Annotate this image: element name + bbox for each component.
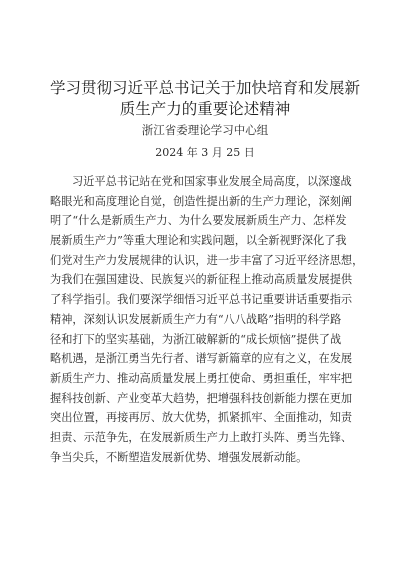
body-line: 展新质生产力”等重大理论和实践问题，以全新视野深化了我 [50, 234, 347, 248]
author-line: 浙江省委理论学习中心组 [141, 123, 269, 137]
body-line: 担责、示范争先，在发展新质生产力上敢打头阵、勇当先锋、 [50, 430, 353, 444]
body-line: 精神，深刻认识发展新质生产力有“八八战略”指明的科学路 [50, 312, 342, 326]
date-line: 2024 年 3 月 25 日 [155, 146, 255, 159]
body-line: 习近平总书记站在党和国家事业发展全局高度，以深邃战 [72, 175, 352, 188]
body-line: 突出位置，再接再厉、放大优势，抓紧抓牢、全面推动，知责 [50, 411, 353, 425]
body-line: 了科学指引。我们要深学细悟习近平总书记重要讲话重要指示 [50, 293, 353, 307]
body-line: 略眼光和高度理论自觉，创造性提出新的生产力理论，深刻阐 [50, 194, 353, 208]
body-line: 新质生产力、推动高质量发展上勇扛使命、勇担重任，牢牢把 [50, 371, 353, 385]
body-paragraph [50, 172, 366, 467]
body-line: 争当尖兵，不断塑造发展新优势、增强发展新动能。 [50, 450, 308, 464]
title-line: 学习贯彻习近平总书记关于加快培育和发展新 [49, 79, 360, 97]
title-line: 质生产力的重要论述精神 [119, 100, 291, 118]
document-title [30, 78, 380, 120]
body-line: 明了“什么是新质生产力、为什么要发展新质生产力、怎样发 [50, 214, 347, 228]
body-line: 握科技创新、产业变革大趋势，把增强科技创新能力摆在更加 [50, 391, 353, 405]
body-line: 为我们在强国建设、民族复兴的新征程上推动高质量发展提供 [50, 273, 353, 287]
body-line: 略机遇，是浙江勇当先行者、谱写新篇章的应有之义，在发展 [50, 352, 353, 366]
body-line: 们党对生产力发展规律的认识，进一步丰富了习近平经济思想， [50, 253, 364, 267]
body-line: 径和打下的坚实基础，为浙江破解新的“成长烦恼”提供了战 [50, 332, 342, 346]
